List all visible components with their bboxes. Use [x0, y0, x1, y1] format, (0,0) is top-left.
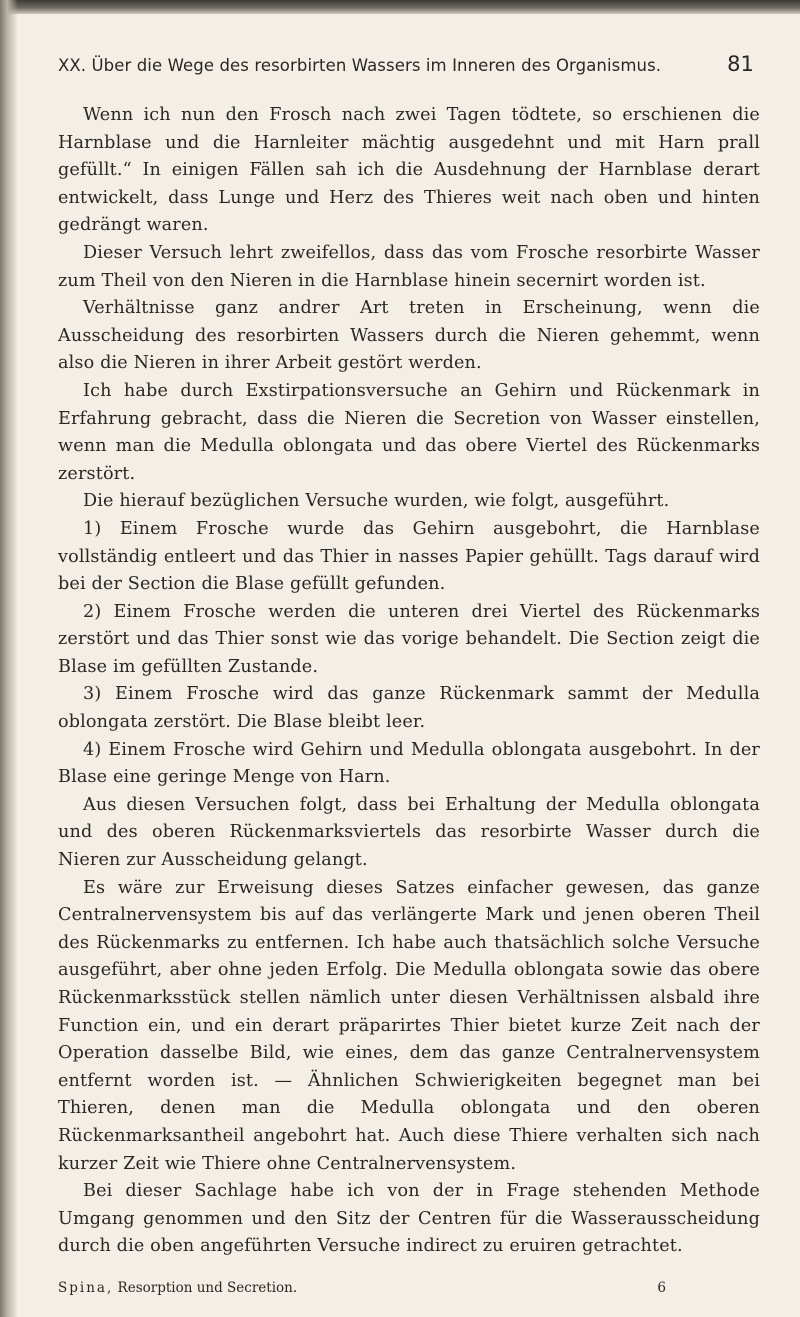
paragraph: 3) Einem Frosche wird das ganze Rückenmark sammt der Medulla oblongata zerstört. Die Blase bleibt leer. — [58, 684, 760, 733]
running-header — [58, 52, 760, 86]
footer-author: Spina, — [58, 1280, 114, 1296]
body-text — [58, 102, 760, 1261]
sheet-signature: 6 — [657, 1280, 666, 1296]
page-edge-shadow — [0, 0, 800, 14]
paragraph: 2) Einem Frosche werden die unteren drei Viertel des Rückenmarks zerstört und das Thier sonst wie das vorige behandelt. Die Section zeigt die Blase im gefüllten Zustande. — [58, 601, 760, 677]
paragraph: 1) Einem Frosche wurde das Gehirn ausgebohrt, die Harnblase vollständig entleert und das Thier in nasses Papier gehüllt. Tags darauf wird bei der Section die Blase gefüllt gefunden. — [58, 518, 760, 595]
page-number: 81 — [727, 52, 754, 76]
paragraph: Die hierauf bezüglichen Versuche wurden, wie folgt, ausgeführt. — [83, 491, 670, 512]
paragraph: 4) Einem Frosche wird Gehirn und Medulla oblongata ausgebohrt. In der Blase eine geringe Menge von Harn. — [58, 739, 760, 788]
footer-book-title: Resorption und Secretion. — [117, 1280, 298, 1296]
paragraph: Verhältnisse ganz andrer Art treten in Erscheinung, wenn die Ausscheidung des resorbirten Wassers durch die Nieren gehemmt, wenn also die Nieren in ihrer Arbeit gestört werden. — [58, 298, 760, 374]
footer-credit — [58, 1280, 297, 1296]
paragraph: Es wäre zur Erweisung dieses Satzes einfacher gewesen, das ganze Centralnervensystem bis auf das verlängerte Mark und jenen oberen Theil des Rückenmarks zu entfernen. Ich habe auch thatsächlich solche Versuche ausgeführt, aber ohne jeden Erfolg. Die Medulla oblongata sowie das obere Rückenmarksstück stellen nämlich unter diesen Verhältnissen alsbald ihre Function ein, und ein derart präparirtes Thier bietet kurze Zeit nach der Operation dasselbe Bild, wie eines, dem das ganze Centralnervensystem entfernt worden ist. — Ähnlichen Schwierigkeiten begegnet man bei Thieren, denen man die Medulla oblongata und den oberen Rückenmarksantheil angebohrt hat. Auch diese Thiere verhalten sich nach kurzer Zeit wie Thiere ohne Centralnervensystem. — [58, 877, 760, 1174]
paragraph: Dieser Versuch lehrt zweifellos, dass das vom Frosche resorbirte Wasser zum Theil von den Nieren in die Harnblase hinein secernirt worden ist. — [58, 242, 760, 291]
book-page — [58, 52, 760, 1261]
paragraph: Ich habe durch Exstirpationsversuche an Gehirn und Rückenmark in Erfahrung gebracht, dass die Nieren die Secretion von Wasser einstellen, wenn man die Medulla oblongata und das obere Viertel des Rückenmarks zerstört. — [58, 380, 760, 484]
running-title: XX. Über die Wege des resorbirten Wassers im Inneren des Organismus. — [58, 56, 662, 75]
paragraph: Wenn ich nun den Frosch nach zwei Tagen tödtete, so erschienen die Harnblase und die Harnleiter mächtig ausgedehnt und mit Harn prall gefüllt.“ In einigen Fällen sah ich die Ausdehnung der Harnblase derart entwickelt, dass Lunge und Herz des Thieres weit nach oben und hinten gedrängt waren. — [58, 105, 760, 236]
paragraph: Bei dieser Sachlage habe ich von der in Frage stehenden Methode Umgang genommen und den Sitz der Centren für die Wasserausscheidung durch die oben angeführten Versuche indirect zu eruiren getrachtet. — [58, 1181, 760, 1257]
binding-shadow — [0, 0, 18, 1317]
page-footer — [58, 1280, 666, 1296]
paragraph: Aus diesen Versuchen folgt, dass bei Erhaltung der Medulla oblongata und des oberen Rückenmarksviertels das resorbirte Wasser durch die Nieren zur Ausscheidung gelangt. — [58, 794, 760, 871]
